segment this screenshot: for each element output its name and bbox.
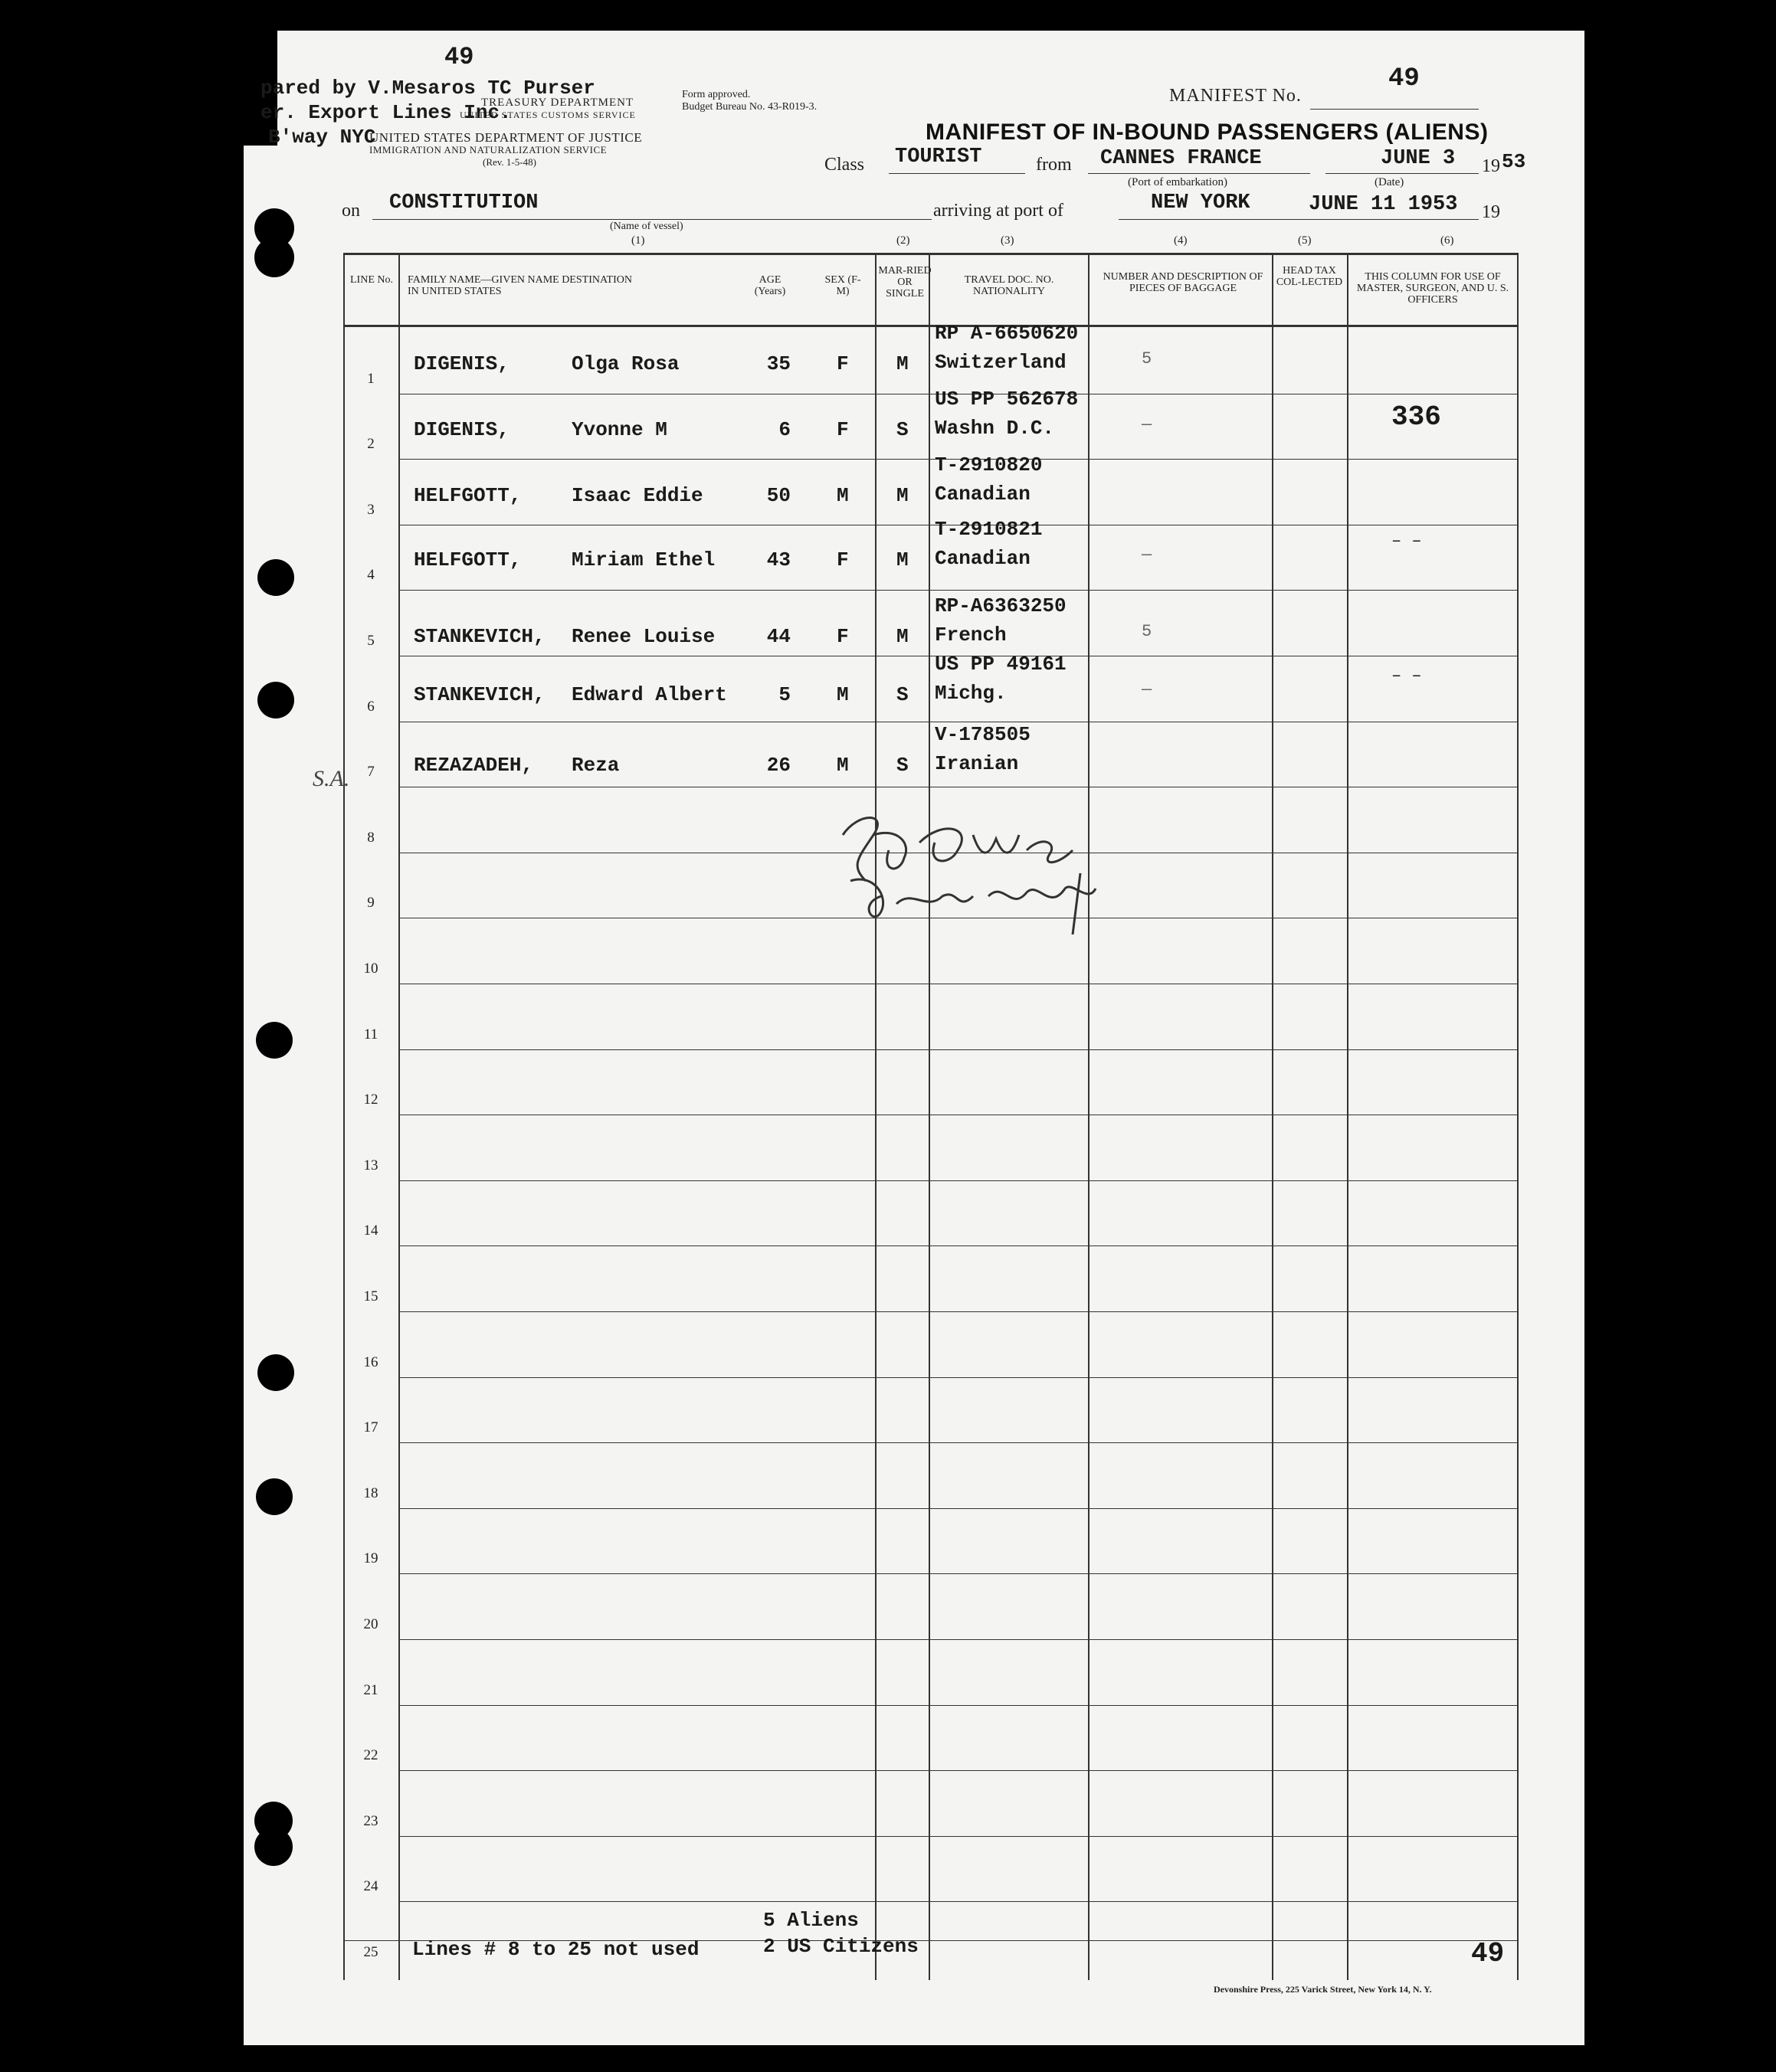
line-number: 5 [367, 633, 375, 649]
binder-hole [256, 1478, 293, 1515]
row-divider [398, 590, 1517, 591]
line-number: 11 [363, 1026, 378, 1043]
passenger-officer-note: 336 [1391, 401, 1441, 433]
binder-hole [256, 1022, 293, 1059]
passenger-age: 44 [766, 625, 791, 648]
passenger-marital-status: S [896, 683, 909, 706]
passenger-marital-status: M [896, 548, 909, 571]
class-label: Class [824, 155, 865, 175]
passenger-family-name: HELFGOTT, [414, 484, 522, 507]
date-underline [1325, 173, 1479, 174]
table-header-border [343, 325, 1517, 327]
line-number: 25 [363, 1944, 378, 1960]
table-right-border [1517, 253, 1519, 1980]
from-label: from [1036, 155, 1072, 175]
lines-not-used-note: Lines # 8 to 25 not used [412, 1938, 700, 1961]
column-divider [1088, 253, 1090, 1980]
passenger-given-name: Reza [572, 754, 620, 777]
column-divider [398, 253, 400, 1980]
row-divider [398, 1639, 1517, 1640]
passenger-sex: M [837, 754, 849, 777]
date-value: JUNE 3 [1381, 147, 1456, 170]
passenger-sex: F [837, 418, 849, 441]
inspector-signature [827, 797, 1134, 935]
arrival-date-value: JUNE 11 1953 [1309, 193, 1458, 216]
passenger-sex: F [837, 625, 849, 648]
line-number: 18 [363, 1484, 378, 1501]
column-divider [929, 253, 930, 1980]
line-number: 13 [363, 1157, 378, 1173]
vessel-underline [372, 219, 932, 220]
agency-line: (Rev. 1-5-48) [483, 156, 536, 168]
passenger-nationality: French [935, 624, 1007, 646]
top-left-page-number: 49 [444, 43, 474, 71]
passenger-age: 5 [778, 683, 791, 706]
manifest-page [244, 31, 1584, 2045]
row-divider [398, 1836, 1517, 1837]
row-divider [398, 1508, 1517, 1509]
port-embarkation-caption: (Port of embarkation) [1128, 176, 1227, 188]
passenger-travel-doc: RP A-6650620 [935, 322, 1079, 345]
agency-line: UNITED STATES CUSTOMS SERVICE [460, 110, 636, 120]
row-divider [398, 1901, 1517, 1902]
line-number: 22 [363, 1747, 378, 1764]
line-number: 24 [363, 1878, 378, 1895]
form-approved: Form approved. [682, 89, 751, 100]
passenger-travel-doc: US PP 49161 [935, 653, 1067, 676]
line-number: 10 [363, 961, 378, 977]
passenger-officer-note: – – [1391, 666, 1422, 686]
row-divider [398, 1311, 1517, 1312]
col-header-travel-doc: TRAVEL DOC. NO. NATIONALITY [964, 274, 1054, 297]
col-header-married: MAR-RIED OR SINGLE [878, 265, 932, 300]
column-divider [1347, 253, 1348, 1980]
passenger-age: 6 [778, 418, 791, 441]
column-number: (2) [896, 234, 910, 247]
column-number: (3) [1001, 234, 1014, 247]
purser-stamp-line: er. Export Lines Inc. [261, 101, 512, 124]
manifest-title: MANIFEST OF IN-BOUND PASSENGERS (ALIENS) [926, 119, 1489, 145]
line-number: 2 [367, 436, 375, 453]
passenger-marital-status: M [896, 484, 909, 507]
passenger-age: 35 [766, 352, 791, 375]
passenger-family-name: DIGENIS, [414, 418, 510, 441]
passenger-family-name: HELFGOTT, [414, 548, 522, 571]
binder-hole [257, 682, 294, 718]
passenger-travel-doc: T-2910821 [935, 518, 1043, 541]
arrival-year-label: 19 [1482, 202, 1500, 222]
row-divider [398, 1573, 1517, 1574]
table-left-border [343, 253, 345, 1980]
column-divider [1272, 253, 1273, 1980]
line-number: 3 [367, 501, 375, 518]
passenger-family-name: STANKEVICH, [414, 625, 546, 648]
passenger-age: 26 [766, 754, 791, 777]
col-header-head-tax: HEAD TAX COL-LECTED [1276, 265, 1343, 288]
passenger-marital-status: M [896, 352, 909, 375]
passenger-baggage: 5 [1142, 622, 1152, 641]
binder-hole [257, 559, 294, 596]
binder-hole [257, 1354, 294, 1391]
passenger-nationality: Canadian [935, 483, 1031, 506]
passenger-travel-doc: T-2910820 [935, 453, 1043, 476]
line-number: 12 [363, 1092, 378, 1108]
column-number: (1) [631, 234, 645, 247]
passenger-nationality: Iranian [935, 752, 1019, 775]
passenger-marital-status: M [896, 625, 909, 648]
arrival-underline [1119, 219, 1479, 220]
agency-line: IMMIGRATION AND NATURALIZATION SERVICE [369, 144, 608, 155]
from-value: CANNES FRANCE [1100, 147, 1262, 170]
on-label: on [342, 201, 360, 221]
binder-hole [254, 237, 294, 277]
passenger-given-name: Renee Louise [572, 625, 716, 648]
vessel-value: CONSTITUTION [389, 191, 539, 214]
row-divider [398, 1180, 1517, 1181]
passenger-sex: M [837, 484, 849, 507]
line-number: 8 [367, 829, 375, 846]
line-number: 7 [367, 764, 375, 781]
printer-imprint: Devonshire Press, 225 Varick Street, New York 14, N. Y. [1214, 1984, 1432, 1995]
date-caption: (Date) [1375, 176, 1404, 188]
year-prefix: 19 [1482, 156, 1500, 176]
col-header-sex: SEX (F-M) [824, 274, 861, 297]
passenger-marital-status: S [896, 754, 909, 777]
vessel-caption: (Name of vessel) [610, 221, 683, 232]
row-divider [398, 1377, 1517, 1378]
col-header-name: FAMILY NAME—GIVEN NAME DESTINATION IN UNITED STATES [408, 274, 632, 297]
passenger-given-name: Yvonne M [572, 418, 667, 441]
row-divider [398, 1245, 1517, 1246]
passenger-travel-doc: RP-A6363250 [935, 594, 1067, 617]
line-number: 23 [363, 1812, 378, 1829]
line-number: 20 [363, 1616, 378, 1632]
manifest-no-underline [1310, 109, 1479, 110]
col-header-officers: THIS COLUMN FOR USE OF MASTER, SURGEON, AND U. S. OFFICERS [1356, 271, 1509, 306]
row-divider [398, 1705, 1517, 1706]
passenger-nationality: Washn D.C. [935, 417, 1055, 440]
passenger-nationality: Switzerland [935, 351, 1067, 374]
line-number: 9 [367, 895, 375, 912]
line-number: 15 [363, 1288, 378, 1304]
passenger-age: 50 [766, 484, 791, 507]
line-number: 4 [367, 567, 375, 584]
passenger-baggage: — [1142, 545, 1152, 565]
class-value: TOURIST [895, 146, 982, 169]
table-top-border [343, 253, 1517, 255]
passenger-nationality: Canadian [935, 547, 1031, 570]
purser-stamp-line: B'way NYC [268, 126, 376, 149]
passenger-sex: F [837, 548, 849, 571]
column-divider [875, 253, 877, 1980]
passenger-marital-status: S [896, 418, 909, 441]
passenger-family-name: STANKEVICH, [414, 683, 546, 706]
manifest-no-label: MANIFEST No. [1169, 86, 1302, 106]
row-divider [398, 1442, 1517, 1443]
col-header-baggage: NUMBER AND DESCRIPTION OF PIECES OF BAGGAGE [1103, 271, 1263, 294]
column-number: (4) [1174, 234, 1188, 247]
passenger-age: 43 [766, 548, 791, 571]
agency-line: UNITED STATES DEPARTMENT OF JUSTICE [369, 130, 643, 145]
passenger-nationality: Michg. [935, 682, 1007, 705]
passenger-given-name: Isaac Eddie [572, 484, 703, 507]
agency-line: TREASURY DEPARTMENT [481, 97, 634, 109]
margin-note: S.A. [313, 766, 350, 791]
line-number: 19 [363, 1550, 378, 1567]
citizens-count: 2 US Citizens [763, 1935, 919, 1958]
binder-hole [254, 1828, 293, 1866]
passenger-given-name: Edward Albert [572, 683, 727, 706]
from-underline [1088, 173, 1310, 174]
column-number: (5) [1298, 234, 1312, 247]
year-suffix: 53 [1502, 150, 1526, 173]
line-number: 1 [367, 370, 375, 387]
aliens-count: 5 Aliens [763, 1909, 859, 1932]
arrival-port-value: NEW YORK [1151, 191, 1250, 214]
col-header-line-no: LINE No. [350, 274, 393, 286]
line-number: 17 [363, 1419, 378, 1436]
passenger-family-name: REZAZADEH, [414, 754, 534, 777]
passenger-travel-doc: US PP 562678 [935, 388, 1079, 411]
manifest-no-value: 49 [1388, 64, 1420, 93]
passenger-sex: M [837, 683, 849, 706]
passenger-officer-note: – – [1391, 532, 1422, 551]
passenger-travel-doc: V-178505 [935, 723, 1031, 746]
budget-bureau: Budget Bureau No. 43-R019-3. [682, 101, 818, 113]
purser-stamp-line: pared by V.Mesaros TC Purser [261, 77, 595, 100]
class-underline [889, 173, 1025, 174]
line-number: 14 [363, 1223, 378, 1239]
line-number: 21 [363, 1681, 378, 1698]
line-number: 16 [363, 1354, 378, 1370]
line-number: 6 [367, 698, 375, 715]
row-divider [398, 1770, 1517, 1771]
bottom-page-number: 49 [1471, 1938, 1505, 1969]
passenger-sex: F [837, 352, 849, 375]
passenger-baggage: — [1142, 680, 1152, 699]
passenger-given-name: Olga Rosa [572, 352, 680, 375]
arriving-label: arriving at port of [933, 201, 1063, 221]
passenger-family-name: DIGENIS, [414, 352, 510, 375]
row-divider [398, 1049, 1517, 1050]
col-header-age: AGE (Years) [754, 274, 786, 297]
column-number: (6) [1440, 234, 1454, 247]
passenger-given-name: Miriam Ethel [572, 548, 716, 571]
passenger-baggage: — [1142, 415, 1152, 434]
passenger-baggage: 5 [1142, 349, 1152, 368]
